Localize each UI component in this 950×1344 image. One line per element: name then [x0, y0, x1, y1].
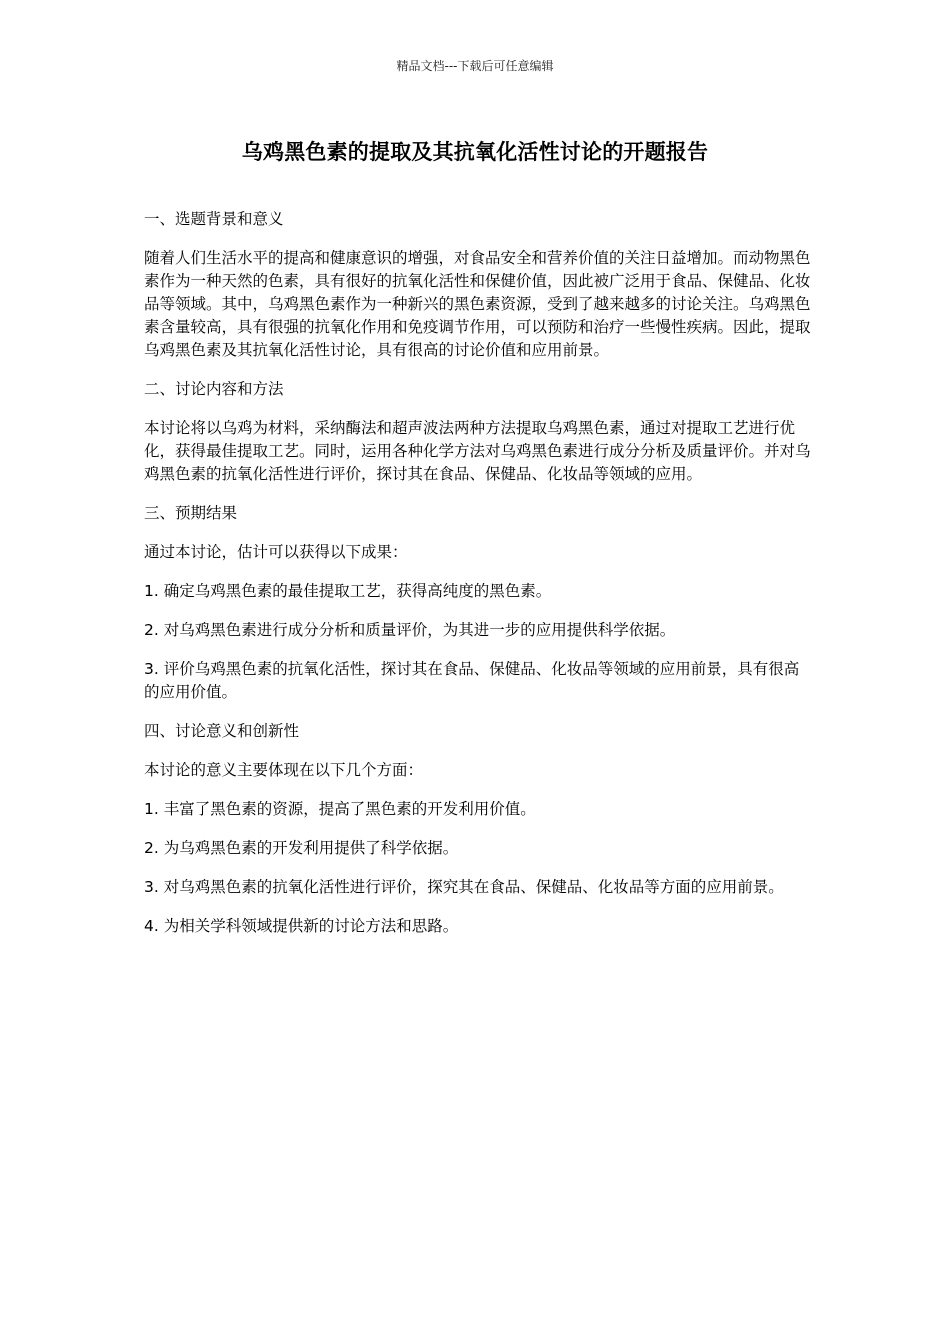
list-item-significance-2: 2. 为乌鸡黑色素的开发利用提供了科学依据。: [144, 839, 459, 857]
section-heading-expected-results: 三、预期结果: [144, 504, 238, 522]
section-heading-significance: 四、讨论意义和创新性: [144, 722, 300, 740]
document-title: 乌鸡黑色素的提取及其抗氧化活性讨论的开题报告: [241, 140, 709, 164]
paragraph-expected-intro: 通过本讨论，估计可以获得以下成果：: [144, 543, 408, 561]
list-item-significance-4: 4. 为相关学科领域提供新的讨论方法和思路。: [144, 917, 459, 935]
list-item-significance-1: 1. 丰富了黑色素的资源，提高了黑色素的开发利用价值。: [144, 800, 536, 818]
paragraph-significance-intro: 本讨论的意义主要体现在以下几个方面：: [144, 761, 424, 779]
document-body: [144, 208, 812, 954]
paragraph-content-methods: 本讨论将以乌鸡为材料，采纳酶法和超声波法两种方法提取乌鸡黑色素，通过对提取工艺进行优化，获得最佳提取工艺。同时，运用各种化学方法对乌鸡黑色素进行成分分析及质量评价。并对乌鸡黑色素的抗氧化活性进行评价，探讨其在食品、保健品、化妆品等领域的应用。: [144, 419, 811, 483]
page-header-note: 精品文档---下载后可任意编辑: [396, 59, 554, 73]
section-heading-content-methods: 二、讨论内容和方法: [144, 380, 284, 398]
list-item-expected-1: 1. 确定乌鸡黑色素的最佳提取工艺，获得高纯度的黑色素。: [144, 582, 552, 600]
list-item-expected-2: 2. 对乌鸡黑色素进行成分分析和质量评价，为其进一步的应用提供科学依据。: [144, 621, 676, 639]
paragraph-background: 随着人们生活水平的提高和健康意识的增强，对食品安全和营养价值的关注日益增加。而动物黑色素作为一种天然的色素，具有很好的抗氧化活性和保健价值，因此被广泛用于食品、保健品、化妆品等领域。其中，乌鸡黑色素作为一种新兴的黑色素资源，受到了越来越多的讨论关注。乌鸡黑色素含量较高，具有很强的抗氧化作用和免疫调节作用，可以预防和治疗一些慢性疾病。因此，提取乌鸡黑色素及其抗氧化活性讨论，具有很高的讨论价值和应用前景。: [144, 249, 811, 359]
section-heading-background: 一、选题背景和意义: [144, 210, 284, 228]
list-item-expected-3: 3. 评价乌鸡黑色素的抗氧化活性，探讨其在食品、保健品、化妆品等领域的应用前景，具有很高的应用价值。: [144, 660, 800, 701]
list-item-significance-3: 3. 对乌鸡黑色素的抗氧化活性进行评价，探究其在食品、保健品、化妆品等方面的应用前景。: [144, 878, 784, 896]
